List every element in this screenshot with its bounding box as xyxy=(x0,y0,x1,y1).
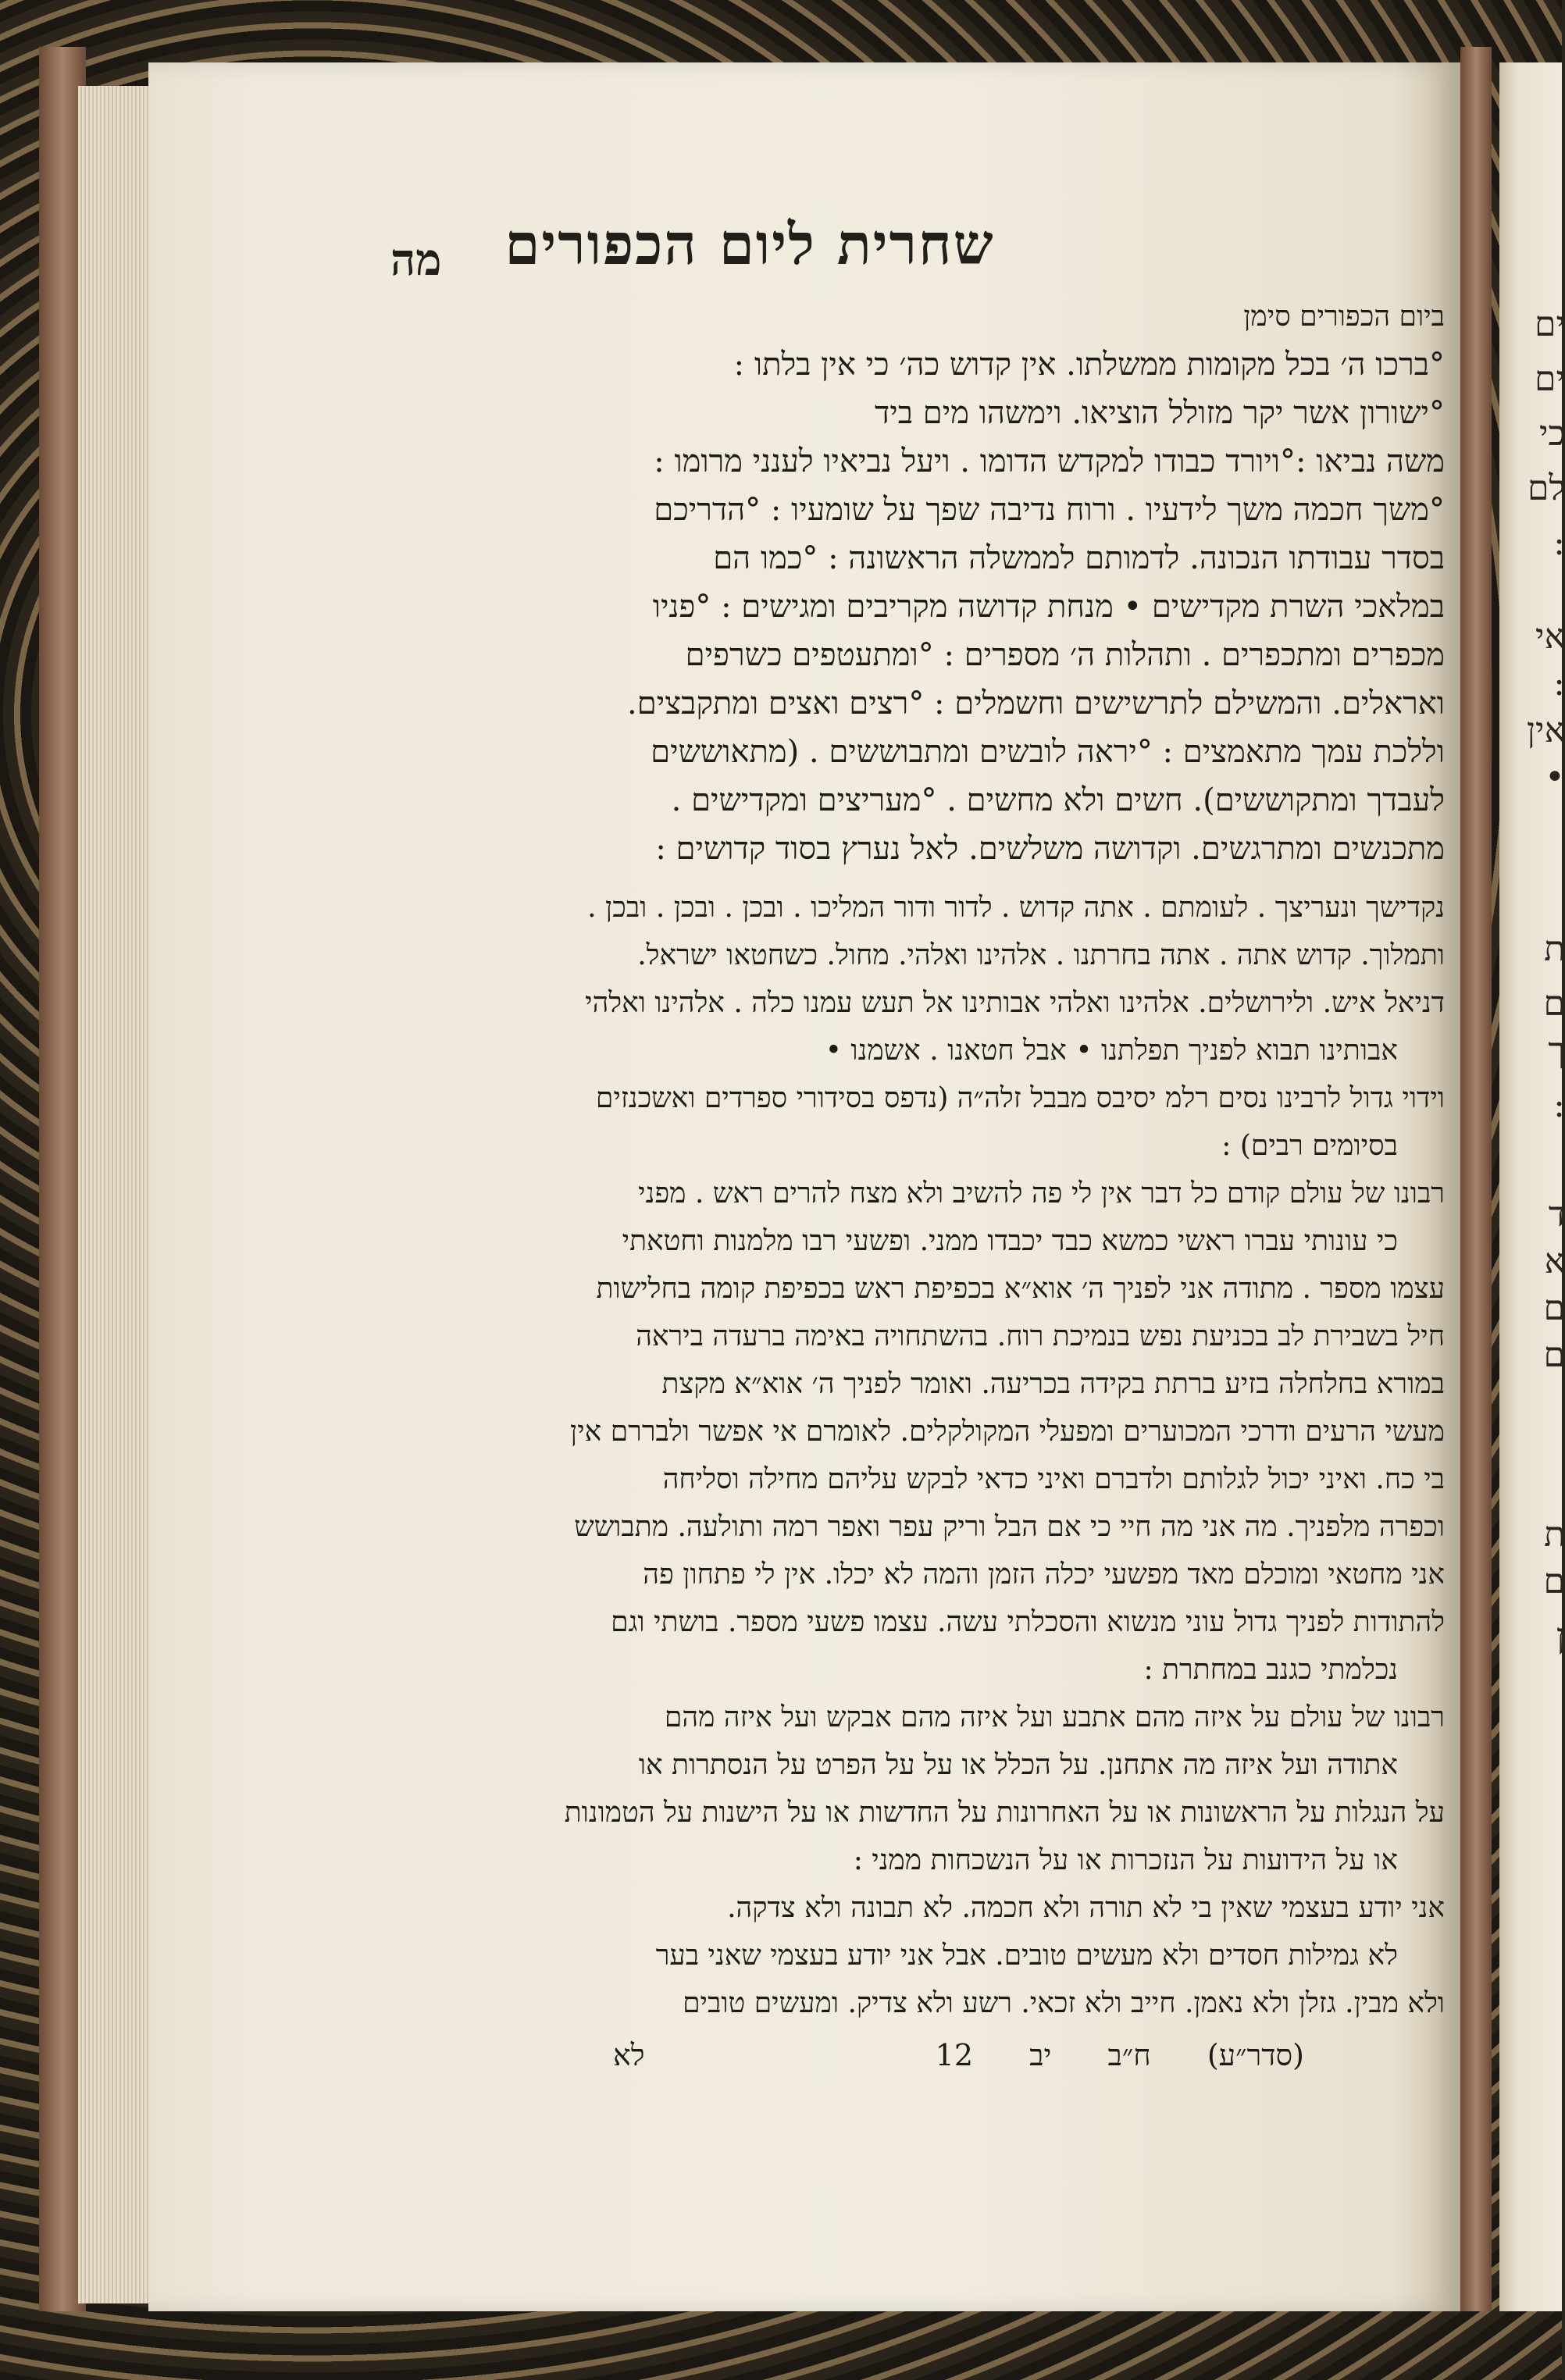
next-page-fragment: אין xyxy=(1526,711,1565,750)
next-page-fragment: ת xyxy=(1544,929,1565,969)
ribono-line: מעשי הרעים ודרכי המכוערים ומפעלי המקולקלים. לאומרם אי אפשר ולבררם אין xyxy=(570,1416,1445,1448)
next-page-fragment: ם xyxy=(1543,1288,1565,1328)
next-page-fragment: : xyxy=(1553,1085,1565,1125)
text-line: משה נביאו :°ויורד כבודו למקדש הדומו . ויעל נביאיו לענני מרומו : xyxy=(654,444,1445,479)
text-line: °משך חכמה משך לידעיו . ורוח נדיבה שפך על שומעיו : °הדריכם xyxy=(654,492,1445,528)
text-line: בסדר עבודתו הנכונה. לדמותם לממשלה הראשונה : °כמו הם xyxy=(713,540,1445,576)
next-page-fragment: כי xyxy=(1538,414,1565,454)
text-line: °ברכו ה׳ בכל מקומות ממשלתו. אין קדוש כה׳ כי אין בלתו : xyxy=(733,347,1445,383)
text-line: ביום הכפורים סימן xyxy=(1243,301,1445,333)
ribono-line: נכלמתי כגנב במחתרת : xyxy=(1143,1654,1398,1686)
ribono-line: עצמו מספר . מתודה אני לפניך ה׳ אוא״א בכפיפת ראש בכפיפת קומה בחלישות xyxy=(596,1273,1445,1305)
text-line: מכפרים ומתכפרים . ותהלות ה׳ מספרים : °ומתעטפים כשרפים xyxy=(685,637,1445,673)
ribono2-line: או על הידועות על הנזכרות או על הנשכחות ממני : xyxy=(853,1844,1398,1876)
ribono-line: בי כח. ואיני יכול לגלותם ולדברם ואיני כדאי לבקש עליהם מחילה וסליחה xyxy=(662,1463,1445,1495)
kedusha-line: בסיומים רבים) : xyxy=(1221,1130,1398,1162)
sheet-mark-number: 12 xyxy=(935,2038,974,2072)
text-line: ואראלים. והמשילם לתרשישים וחשמלים : °רצים ואצים ומתקבצים. xyxy=(627,686,1445,721)
text-line: מתכנשים ומתרגשים. וקדושה משלשים. לאל נערץ בסוד קדושים : xyxy=(655,831,1445,867)
next-page-fragment: ים xyxy=(1535,359,1565,399)
ribono2-line: על הנגלות על הראשונות או על האחרונות על החדשות או על הישנות על הטמונות xyxy=(564,1797,1445,1829)
next-page-fragment: ד xyxy=(1548,1195,1565,1235)
ribono-line: רבונו של עולם קודם כל דבר אין לי פה להשיב ולא מצח להרים ראש . מפני xyxy=(638,1178,1445,1210)
next-page-edge xyxy=(1499,62,1565,2311)
ribono-line: להתודות לפניך גדול עוני מנשוא והסכלתי עשה. עצמו פשעי מספר. בושתי וגם xyxy=(611,1606,1445,1638)
ribono-line: אני מחטאי ומוכלם מאד מפשעי יכלה הזמן והמה לא יכלו. אין לי פתחון פה xyxy=(643,1559,1445,1591)
ribono-line: כי עונותי עברו ראשי כמשא כבד יכבדו ממני. ופשעי רבו מלמנות וחטאתי xyxy=(622,1225,1398,1257)
next-page-fragment: ם xyxy=(1543,1335,1565,1375)
ani-line: אני יודע בעצמי שאין בי לא תורה ולא חכמה. לא תבונה ולא צדקה. xyxy=(727,1892,1445,1924)
ribono-line: וכפרה מלפניך. מה אני מה חיי כי אם הבל וריק עפר ואפר רמה ותולעה. מתבושש xyxy=(574,1511,1445,1543)
main-text xyxy=(367,293,1445,2027)
next-page-fragment: ת xyxy=(1544,1515,1565,1555)
next-page-fragment: • xyxy=(1545,757,1565,797)
ani-line: ולא מבין. גזלן ולא נאמן. חייב ולא זכאי. רשע ולא צדיק. ומעשים טובים xyxy=(683,1987,1445,2019)
next-page-fragment: אי xyxy=(1535,617,1565,657)
page-stack-edges xyxy=(78,86,152,2303)
next-page-fragment: לם xyxy=(1527,469,1565,508)
next-page-fragment: ך xyxy=(1548,1031,1565,1071)
section-gap xyxy=(367,873,1445,884)
kedusha-line: אבותינו תבוא לפניך תפלתנו • אבל חטאנו . אשמנו • xyxy=(825,1035,1398,1067)
ribono-line: חיל בשבירת לב בכניעת נפש בנמיכת רוח. בהשתחויה באימה ברעדה ביראה xyxy=(636,1320,1445,1352)
running-header: שחרית ליום הכפורים xyxy=(504,211,995,277)
ani-line: לא גמילות חסדים ולא מעשים טובים. אבל אני יודע בעצמי שאני בער xyxy=(655,1940,1398,1972)
next-page-fragment: ן xyxy=(1556,1616,1565,1656)
next-page-fragment: ם xyxy=(1543,1562,1565,1602)
kedusha-line: ותמלוך. קדוש אתה . אתה בחרתנו . אלהינו ואלהי. מחול. כשחטאו ישראל. xyxy=(637,939,1445,971)
right-binding-edge xyxy=(1460,47,1492,2311)
text-line: לעבדך ומתקוששים). חשים ולא מחשים . °מעריצים ומקדישים . xyxy=(671,782,1445,818)
ribono-line: במורא בחלחלה בזיע ברתת בקידה בכריעה. ואומר לפניך ה׳ אוא״א מקצת xyxy=(661,1368,1445,1400)
kedusha-line: דניאל איש. ולירושלים. אלהינו ואלהי אבותינו אל תעש עמנו כלה . אלהינו ואלהי xyxy=(585,987,1445,1019)
catchword: לא xyxy=(612,2038,645,2072)
next-page-fragment: א xyxy=(1544,1242,1565,1281)
printer-signature: (סדר״ע) xyxy=(1207,2038,1304,2072)
page-number: מה xyxy=(390,234,442,286)
sheet-mark-hebrew: יב xyxy=(1029,2038,1052,2072)
text-line: °ישורון אשר יקר מזולל הוציאו. וימשהו מים ביד xyxy=(875,395,1445,431)
next-page-fragment: ם xyxy=(1543,984,1565,1024)
next-page-fragment: ים xyxy=(1535,305,1565,344)
ribono2-line: אתודה ועל איזה מה אתחנן. על הכלל או על על הפרט על הנסתרות או xyxy=(638,1749,1398,1781)
text-line: וללכת עמך מתאמצים : °יראה לובשים ומתבוששים . (מתאוששים xyxy=(651,734,1445,770)
text-line: במלאכי השרת מקדישים • מנחת קדושה מקריבים ומגישים : °פניו xyxy=(652,589,1445,625)
volume-mark: ח״ב xyxy=(1107,2038,1151,2072)
page-footer xyxy=(484,2038,1304,2073)
next-page-fragment: : xyxy=(1553,664,1565,704)
kedusha-line: וידוי גדול לרבינו נסים רלמ יסיבס מבבל זלה״ה (נדפס בסידורי ספרדים ואשכנזים xyxy=(595,1082,1445,1114)
next-page-fragment: : xyxy=(1553,523,1565,563)
kedusha-line: נקדישך ונעריצך . לעומתם . אתה קדוש . לדור ודור המליכו . ובכן . ובכן . ובכן . xyxy=(587,892,1445,924)
ribono2-line: רבונו של עולם על איזה מהם אתבע ועל איזה מהם אבקש ועל איזה מהם xyxy=(664,1701,1445,1733)
